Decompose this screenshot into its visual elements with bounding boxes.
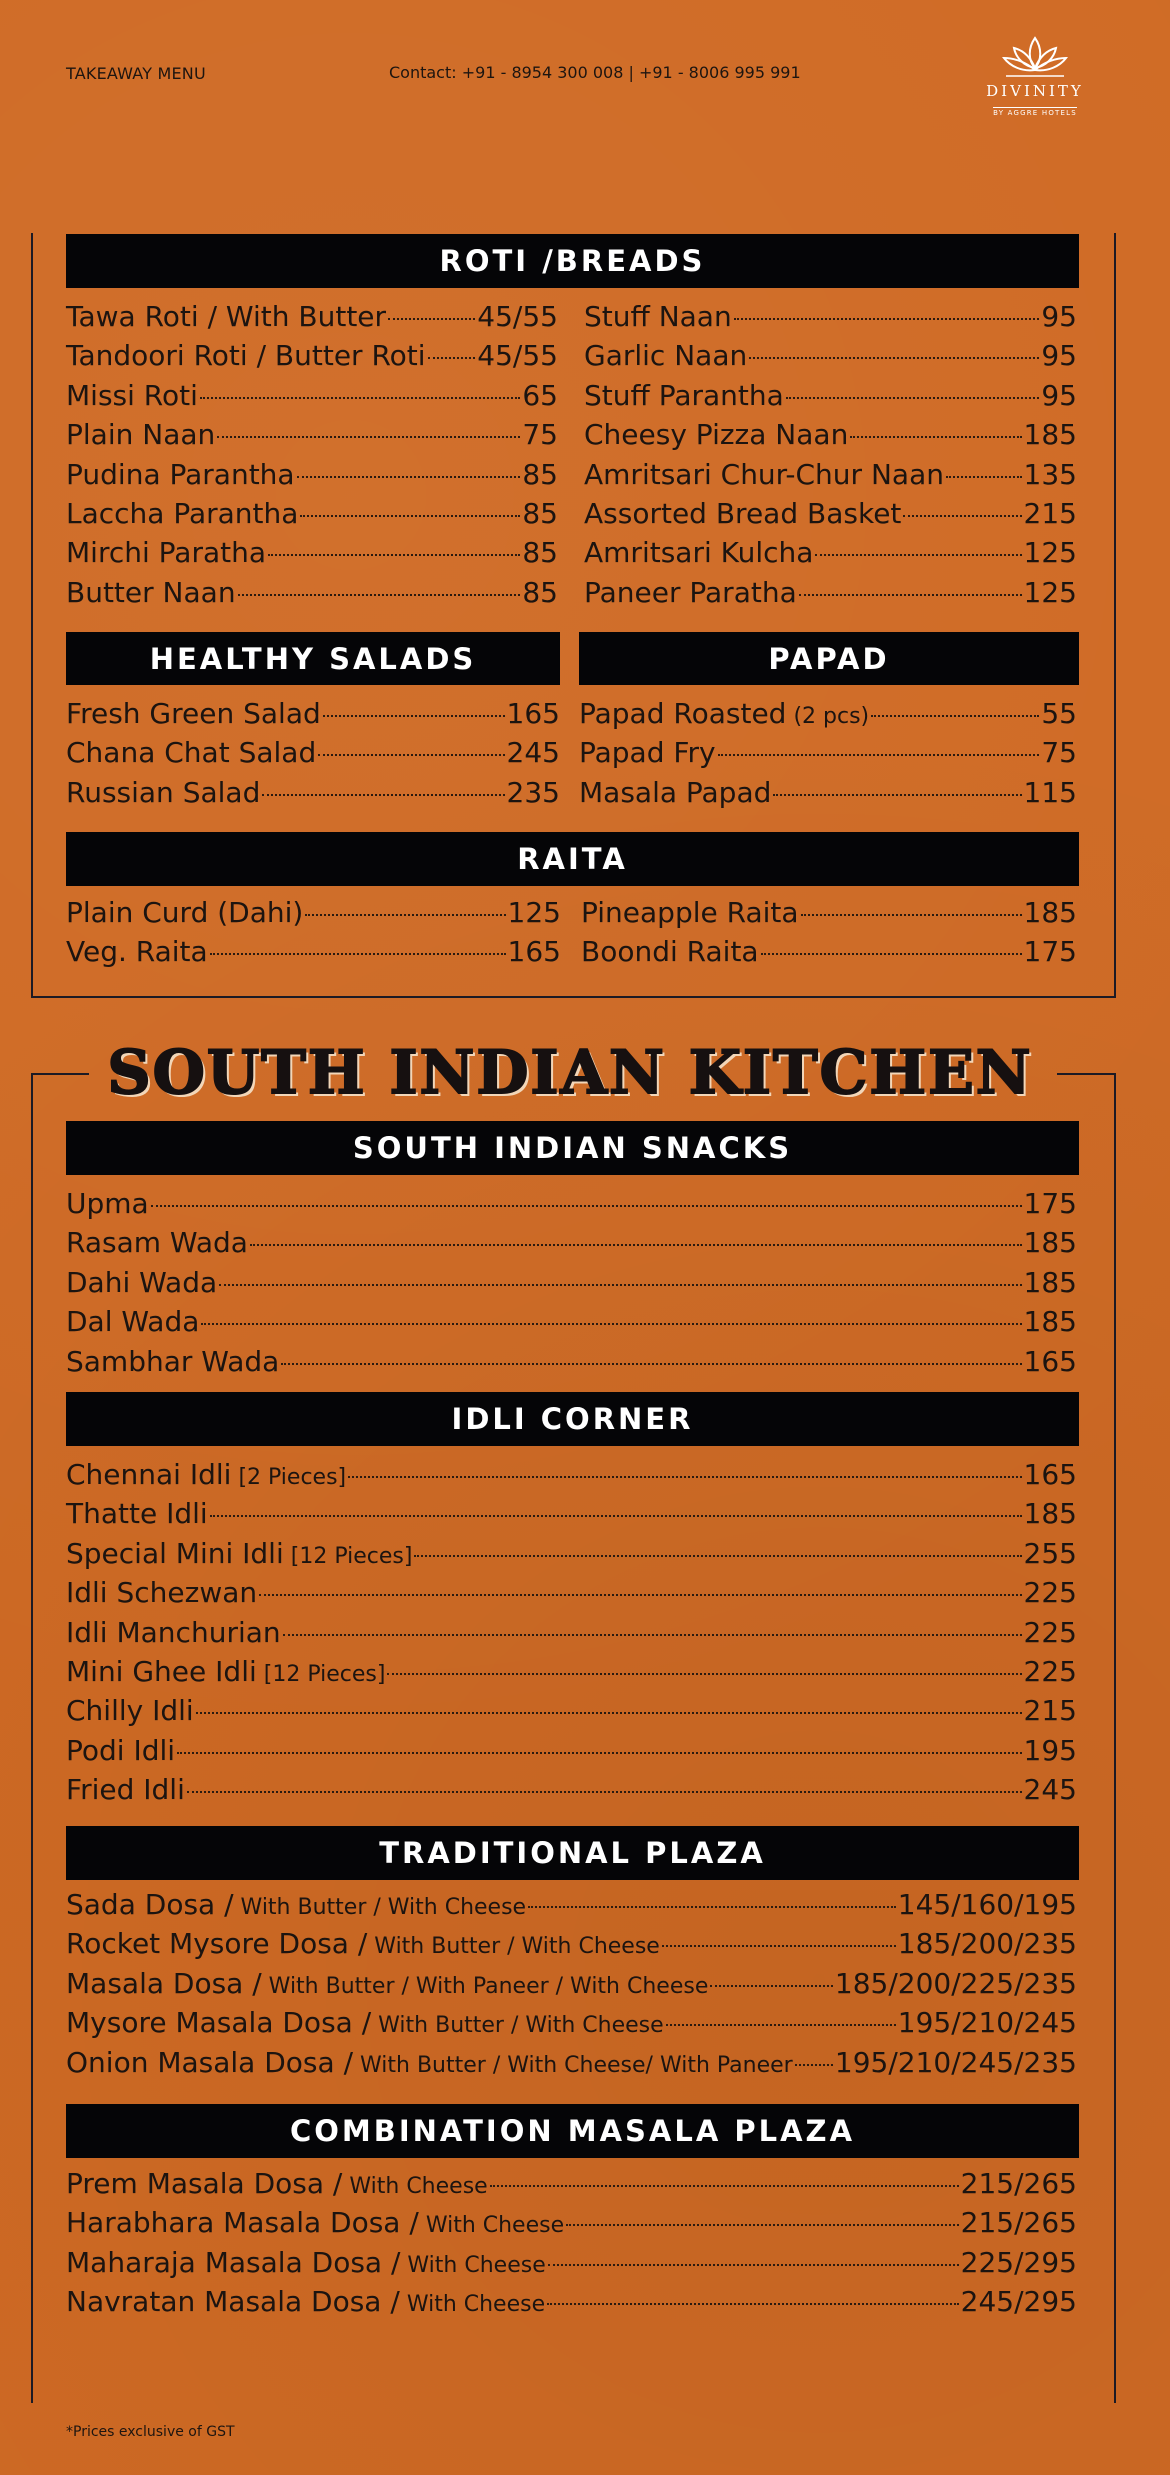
- dot-leader: [283, 1634, 1022, 1636]
- dot-leader: [210, 1515, 1022, 1517]
- menu-item-name: Thatte Idli: [66, 1497, 208, 1531]
- dot-leader: [547, 2303, 959, 2305]
- dot-leader: [177, 1752, 1021, 1754]
- menu-item-price: 245: [1023, 1773, 1077, 1807]
- roti-left-list: [66, 300, 558, 615]
- menu-item-price: 45/55: [477, 339, 558, 373]
- menu-item-price: 95: [1041, 378, 1077, 412]
- menu-item-price: 195: [1023, 1733, 1077, 1767]
- menu-item-name: Special Mini Idli: [66, 1536, 284, 1570]
- dot-leader: [710, 1985, 833, 1987]
- menu-item-price: 95: [1041, 339, 1077, 373]
- brand-name: DIVINITY: [986, 82, 1084, 100]
- dot-leader: [151, 1205, 1022, 1207]
- menu-item-price: 235: [506, 775, 560, 809]
- menu-item-price: 185: [1023, 896, 1077, 929]
- menu-item-price: 65: [522, 378, 558, 412]
- raita-left-list: [66, 896, 561, 975]
- menu-item-name: Dal Wada: [66, 1305, 200, 1339]
- menu-item: [66, 1655, 1077, 1694]
- menu-item: [66, 458, 558, 497]
- menu-item: [584, 418, 1077, 457]
- menu-item-price: 225/295: [960, 2245, 1077, 2279]
- menu-item: [66, 2167, 1077, 2206]
- dot-leader: [268, 554, 520, 556]
- menu-item: [66, 536, 558, 575]
- menu-item-name: Harabhara Masala Dosa /: [66, 2206, 419, 2240]
- menu-item-note: [12 Pieces]: [290, 1543, 413, 1569]
- menu-item: [584, 300, 1077, 339]
- menu-item-name: Upma: [66, 1187, 149, 1220]
- menu-item-price: 225: [1023, 1576, 1077, 1610]
- dot-leader: [219, 1284, 1021, 1286]
- menu-item: [584, 379, 1077, 418]
- brand-subtitle: BY AGGRE HOTELS: [993, 109, 1077, 117]
- menu-item: [66, 1734, 1077, 1773]
- menu-item-name: Chilly Idli: [66, 1694, 194, 1728]
- dot-leader: [718, 754, 1040, 756]
- menu-item: [66, 1773, 1077, 1812]
- menu-item-name: Idli Schezwan: [66, 1576, 258, 1610]
- menu-item: [66, 1694, 1077, 1733]
- dot-leader: [196, 1712, 1022, 1714]
- dot-leader: [666, 2024, 896, 2026]
- menu-item-name: Fried Idli: [66, 1773, 185, 1807]
- menu-item: [579, 736, 1077, 775]
- section-header-idli: IDLI CORNER: [66, 1392, 1079, 1446]
- menu-item-price: 145/160/195: [897, 1888, 1077, 1921]
- dot-leader: [388, 318, 475, 320]
- menu-item-price: 165: [506, 697, 560, 730]
- menu-item-note: With Butter / With Cheese: [378, 2013, 664, 2039]
- menu-item-price: 185: [1023, 1497, 1077, 1531]
- dot-leader: [387, 1673, 1021, 1675]
- dot-leader: [428, 357, 476, 359]
- menu-item-name: Pudina Parantha: [66, 457, 295, 491]
- menu-item-name: Chana Chat Salad: [66, 736, 317, 770]
- menu-item-price: 165: [507, 935, 561, 969]
- menu-item-name: Papad Roasted: [579, 697, 787, 730]
- menu-item-note: With Cheese: [407, 2252, 546, 2278]
- brand-logo: [950, 32, 1120, 122]
- dot-leader: [187, 1791, 1022, 1793]
- section-header-salads: HEALTHY SALADS: [66, 632, 560, 685]
- menu-item: [66, 2246, 1077, 2285]
- menu-item-note: With Butter / With Paneer / With Cheese: [268, 1973, 709, 1999]
- menu-item-name: Plain Naan: [66, 418, 216, 452]
- menu-item-name: Boondi Raita: [581, 935, 759, 969]
- menu-item-name: Missi Roti: [66, 378, 198, 412]
- dot-leader: [903, 515, 1021, 517]
- menu-item-name: Tawa Roti / With Butter: [66, 300, 387, 333]
- menu-item: [66, 1576, 1077, 1615]
- dot-leader: [773, 794, 1021, 796]
- menu-item-name: Amritsari Chur-Chur Naan: [584, 457, 944, 491]
- dot-leader: [801, 914, 1022, 916]
- menu-item: [66, 379, 558, 418]
- menu-item: [66, 1226, 1077, 1265]
- menu-item-price: 55: [1041, 697, 1077, 730]
- dot-leader: [210, 953, 506, 955]
- menu-item-name: Mysore Masala Dosa /: [66, 2006, 372, 2040]
- menu-item: [66, 935, 561, 974]
- dot-leader: [799, 594, 1022, 596]
- menu-item-note: With Cheese: [406, 2292, 546, 2318]
- dot-leader: [662, 1945, 896, 1947]
- menu-item-name: Russian Salad: [66, 775, 261, 809]
- menu-item-note: With Butter / With Cheese: [374, 1934, 660, 1960]
- menu-item: [66, 576, 558, 615]
- menu-item-name: Stuff Naan: [584, 300, 732, 333]
- menu-item-name: Mirchi Paratha: [66, 536, 266, 570]
- menu-item-name: Onion Masala Dosa /: [66, 2045, 354, 2079]
- dot-leader: [548, 2264, 959, 2266]
- menu-item-name: Maharaja Masala Dosa /: [66, 2245, 401, 2279]
- menu-item-name: Tandoori Roti / Butter Roti: [66, 339, 426, 373]
- dot-leader: [323, 715, 505, 717]
- frame-rule-left: [31, 1073, 89, 1075]
- menu-item-price: 125: [1023, 536, 1077, 570]
- papad-list: [579, 697, 1077, 815]
- menu-item-name: Masala Dosa /: [66, 1966, 262, 2000]
- section-header-roti: ROTI /BREADS: [66, 234, 1079, 288]
- menu-item: [66, 1266, 1077, 1305]
- menu-item: [584, 339, 1077, 378]
- menu-item-price: 185/200/235: [897, 1927, 1077, 1961]
- menu-item-note: With Butter / With Cheese/ With Paneer: [360, 2052, 793, 2078]
- menu-item-name: Idli Manchurian: [66, 1615, 281, 1649]
- section-header-papad: PAPAD: [579, 632, 1079, 685]
- dot-leader: [200, 397, 520, 399]
- menu-item: [66, 2285, 1077, 2324]
- menu-item-price: 45/55: [477, 300, 558, 333]
- menu-item-name: Chennai Idli: [66, 1458, 232, 1491]
- menu-item-price: 85: [522, 496, 558, 530]
- dot-leader: [815, 554, 1021, 556]
- section-header-combination: COMBINATION MASALA PLAZA: [66, 2104, 1079, 2158]
- menu-item-price: 125: [507, 896, 561, 929]
- menu-item-price: 185: [1023, 1305, 1077, 1339]
- menu-item-price: 215: [1023, 1694, 1077, 1728]
- menu-item-name: Cheesy Pizza Naan: [584, 418, 849, 452]
- snacks-list: [66, 1187, 1077, 1384]
- menu-item-price: 85: [522, 536, 558, 570]
- menu-item-name: Amritsari Kulcha: [584, 536, 814, 570]
- menu-item: [584, 458, 1077, 497]
- menu-item: [66, 339, 558, 378]
- menu-item: [66, 2006, 1077, 2045]
- dot-leader: [749, 357, 1039, 359]
- section-header-snacks: SOUTH INDIAN SNACKS: [66, 1121, 1079, 1175]
- menu-item-price: 165: [1023, 1458, 1077, 1491]
- menu-item-name: Veg. Raita: [66, 935, 208, 969]
- menu-item-price: 225: [1023, 1654, 1077, 1688]
- menu-item-name: Mini Ghee Idli: [66, 1654, 257, 1688]
- menu-item: [584, 576, 1077, 615]
- menu-item-price: 125: [1023, 575, 1077, 609]
- takeaway-label: TAKEAWAY MENU: [66, 64, 206, 83]
- gst-footnote: *Prices exclusive of GST: [66, 2424, 235, 2440]
- menu-item-name: Paneer Paratha: [584, 575, 797, 609]
- contact-info: Contact: +91 - 8954 300 008 | +91 - 8006 995 991: [389, 63, 801, 82]
- menu-item: [66, 1187, 1077, 1226]
- menu-item-note: [12 Pieces]: [263, 1661, 386, 1687]
- menu-item-name: Dahi Wada: [66, 1265, 218, 1299]
- menu-item: [66, 418, 558, 457]
- raita-right-list: [581, 896, 1077, 975]
- menu-item: [581, 935, 1077, 974]
- menu-item-price: 75: [1041, 736, 1077, 770]
- menu-item-name: Butter Naan: [66, 575, 236, 609]
- menu-item-note: [2 Pieces]: [238, 1465, 347, 1490]
- menu-item-name: Garlic Naan: [584, 339, 748, 373]
- menu-item-price: 185: [1023, 1226, 1077, 1260]
- menu-item-name: Masala Papad: [579, 775, 772, 809]
- dot-leader: [566, 2224, 959, 2226]
- menu-item: [66, 1458, 1077, 1497]
- dot-leader: [281, 1363, 1021, 1365]
- dot-leader: [238, 594, 521, 596]
- idli-list: [66, 1458, 1077, 1813]
- menu-item-price: 75: [522, 418, 558, 452]
- lotus-icon: [1000, 32, 1070, 80]
- menu-item-price: 95: [1041, 300, 1077, 333]
- menu-item-name: Papad Fry: [579, 736, 716, 770]
- south-indian-kitchen-title: SOUTH INDIAN KITCHEN: [107, 1038, 1033, 1108]
- menu-item-name: Rasam Wada: [66, 1226, 248, 1260]
- menu-item-price: 245/295: [960, 2285, 1077, 2319]
- menu-item-price: 185: [1023, 1265, 1077, 1299]
- menu-item-price: 215/265: [960, 2206, 1077, 2240]
- menu-item-price: 255: [1023, 1536, 1077, 1570]
- dot-leader: [250, 1244, 1022, 1246]
- menu-item-price: 195/210/245: [897, 2006, 1077, 2040]
- menu-item-price: 85: [522, 457, 558, 491]
- dot-leader: [786, 397, 1040, 399]
- menu-item: [66, 2046, 1077, 2085]
- menu-item: [579, 776, 1077, 815]
- dot-leader: [795, 2064, 833, 2066]
- menu-item: [66, 2206, 1077, 2245]
- menu-item-price: 245: [506, 736, 560, 770]
- menu-item: [66, 736, 560, 775]
- menu-item: [66, 1967, 1077, 2006]
- menu-item-name: Pineapple Raita: [581, 896, 799, 929]
- section-header-traditional: TRADITIONAL PLAZA: [66, 1826, 1079, 1880]
- combination-list: [66, 2167, 1077, 2325]
- section-header-raita: RAITA: [66, 832, 1079, 886]
- dot-leader: [414, 1555, 1021, 1557]
- menu-item: [66, 1345, 1077, 1384]
- menu-item-price: 215/265: [960, 2167, 1077, 2200]
- menu-item: [66, 697, 560, 736]
- menu-item-name: Rocket Mysore Dosa /: [66, 1927, 368, 1961]
- menu-item: [66, 776, 560, 815]
- menu-item-note: (2 pcs): [793, 704, 870, 729]
- dot-leader: [528, 1906, 896, 1908]
- menu-item: [66, 1537, 1077, 1576]
- menu-item-note: With Cheese: [425, 2213, 565, 2239]
- menu-item-name: Laccha Parantha: [66, 496, 299, 530]
- dot-leader: [217, 436, 520, 438]
- traditional-list: [66, 1888, 1077, 2085]
- dot-leader: [259, 1594, 1021, 1596]
- dot-leader: [262, 794, 504, 796]
- menu-item-name: Fresh Green Salad: [66, 697, 321, 730]
- dot-leader: [734, 318, 1040, 320]
- menu-item-price: 115: [1023, 775, 1077, 809]
- menu-item-price: 175: [1023, 1187, 1077, 1220]
- dot-leader: [300, 515, 520, 517]
- menu-item: [66, 1616, 1077, 1655]
- menu-item-name: Assorted Bread Basket: [584, 496, 902, 530]
- menu-item: [581, 896, 1077, 935]
- dot-leader: [761, 953, 1022, 955]
- menu-item: [66, 1927, 1077, 1966]
- dot-leader: [850, 436, 1021, 438]
- menu-item: [66, 1497, 1077, 1536]
- menu-item: [579, 697, 1077, 736]
- menu-item: [66, 896, 561, 935]
- dot-leader: [201, 1323, 1021, 1325]
- menu-item-price: 175: [1023, 935, 1077, 969]
- roti-right-list: [584, 300, 1077, 615]
- menu-item-name: Sada Dosa /: [66, 1888, 234, 1921]
- menu-item-note: With Cheese: [349, 2174, 488, 2199]
- dot-leader: [305, 914, 505, 916]
- menu-item: [66, 497, 558, 536]
- dot-leader: [871, 715, 1039, 717]
- menu-item-price: 85: [522, 575, 558, 609]
- dot-leader: [297, 476, 521, 478]
- menu-item-name: Plain Curd (Dahi): [66, 896, 304, 929]
- menu-item-price: 215: [1023, 496, 1077, 530]
- menu-item-price: 185: [1023, 418, 1077, 452]
- menu-item-name: Prem Masala Dosa /: [66, 2167, 343, 2200]
- menu-item: [66, 300, 558, 339]
- menu-item-name: Navratan Masala Dosa /: [66, 2285, 400, 2319]
- dot-leader: [348, 1476, 1021, 1478]
- menu-item: [584, 536, 1077, 575]
- menu-item-name: Sambhar Wada: [66, 1344, 280, 1378]
- salads-list: [66, 697, 560, 815]
- menu-item: [584, 497, 1077, 536]
- menu-item-name: Podi Idli: [66, 1733, 176, 1767]
- dot-leader: [490, 2185, 959, 2187]
- menu-item-price: 185/200/225/235: [834, 1966, 1077, 2000]
- frame-rule-right: [1057, 1073, 1114, 1075]
- dot-leader: [318, 754, 504, 756]
- menu-item-note: With Butter / With Cheese: [240, 1895, 527, 1920]
- menu-item-price: 225: [1023, 1615, 1077, 1649]
- menu-item: [66, 1888, 1077, 1927]
- menu-item-price: 135: [1023, 457, 1077, 491]
- menu-item-name: Stuff Parantha: [584, 378, 784, 412]
- menu-item: [66, 1305, 1077, 1344]
- dot-leader: [946, 476, 1022, 478]
- menu-item-price: 165: [1023, 1344, 1077, 1378]
- menu-item-price: 195/210/245/235: [834, 2045, 1077, 2079]
